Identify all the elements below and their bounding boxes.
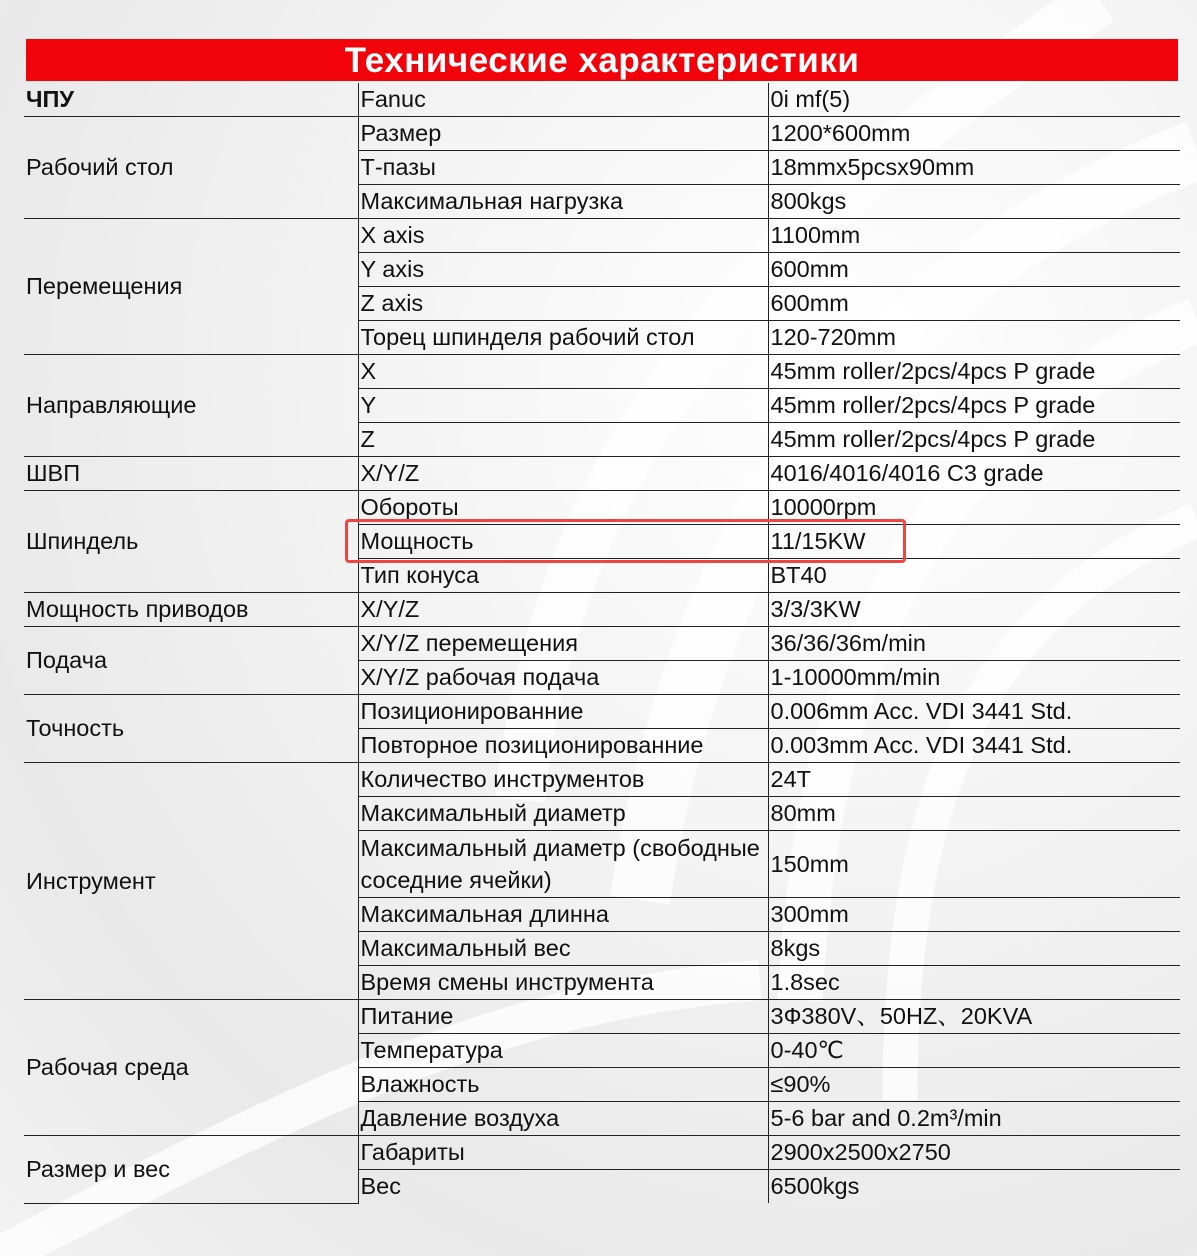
param-value: 1100mm [768, 219, 1180, 253]
param-label: Тип конуса [358, 559, 768, 593]
table-row [24, 83, 1180, 117]
table-row [24, 593, 1180, 627]
table-row [24, 355, 1180, 389]
table-row [24, 1136, 1180, 1170]
param-value: 10000rpm [768, 491, 1180, 525]
param-value: 600mm [768, 253, 1180, 287]
param-label: Z [358, 423, 768, 457]
param-value: 36/36/36m/min [768, 627, 1180, 661]
param-value: ≤90% [768, 1068, 1180, 1102]
param-value: 0-40℃ [768, 1034, 1180, 1068]
param-label: Габариты [358, 1136, 768, 1170]
param-label: Максимальная длинна [358, 898, 768, 932]
group-label: Инструмент [24, 763, 358, 1000]
param-label: Максимальный диаметр (свободные соседние ячейки) [358, 831, 768, 898]
param-value: 800kgs [768, 185, 1180, 219]
param-label: Y axis [358, 253, 768, 287]
param-label: Мощность [358, 525, 768, 559]
spec-table [24, 83, 1180, 1204]
group-label: Рабочая среда [24, 1000, 358, 1136]
group-label: Перемещения [24, 219, 358, 355]
param-value: BT40 [768, 559, 1180, 593]
page-title: Технические характеристики [26, 39, 1178, 81]
group-label: Шпиндель [24, 491, 358, 593]
param-label: X/Y/Z перемещения [358, 627, 768, 661]
param-label: Количество инструментов [358, 763, 768, 797]
param-label: Размер [358, 117, 768, 151]
param-value: 3/3/3KW [768, 593, 1180, 627]
param-label: Fanuc [358, 83, 768, 117]
param-value: 80mm [768, 797, 1180, 831]
param-label: Z axis [358, 287, 768, 321]
param-value: 1.8sec [768, 966, 1180, 1000]
param-value: 45mm roller/2pcs/4pcs P grade [768, 355, 1180, 389]
param-label: Влажность [358, 1068, 768, 1102]
param-value: 6500kgs [770, 1173, 860, 1199]
group-label: Рабочий стол [24, 117, 358, 219]
table-row [24, 763, 1180, 797]
param-value: 5-6 bar and 0.2m³/min [768, 1102, 1180, 1136]
param-value: 45mm roller/2pcs/4pcs P grade [768, 389, 1180, 423]
group-label: ШВП [24, 457, 358, 491]
param-label: X/Y/Z [358, 457, 768, 491]
table-row [24, 219, 1180, 253]
param-value: 8kgs [768, 932, 1180, 966]
param-label: Повторное позиционированние [358, 729, 768, 763]
param-label: Максимальный диаметр [358, 797, 768, 831]
param-value: 1200*600mm [768, 117, 1180, 151]
table-row [24, 117, 1180, 151]
param-label: X [358, 355, 768, 389]
param-label: Позиционированние [358, 695, 768, 729]
param-value: 0.003mm Acc. VDI 3441 Std. [768, 729, 1180, 763]
param-value: 1-10000mm/min [768, 661, 1180, 695]
param-value: 4016/4016/4016 C3 grade [768, 457, 1180, 491]
param-label: Максимальный вес [358, 932, 768, 966]
highlight-box [345, 519, 906, 563]
table-row [24, 627, 1180, 661]
param-value: 3Ф380V、50HZ、20KVA [768, 1000, 1180, 1034]
group-label: Мощность приводов [24, 593, 358, 627]
param-label: Обороты [358, 491, 768, 525]
param-label: Давление воздуха [358, 1102, 768, 1136]
param-label: X axis [358, 219, 768, 253]
param-value: 0i mf(5) [768, 83, 1180, 117]
group-label: ЧПУ [24, 83, 358, 117]
param-label: Время смены инструмента [358, 966, 768, 1000]
param-label: Вес [358, 1170, 768, 1204]
param-label: Температура [358, 1034, 768, 1068]
param-label: Питание [358, 1000, 768, 1034]
param-label: X/Y/Z рабочая подача [358, 661, 768, 695]
param-value: 600mm [768, 287, 1180, 321]
param-value: 11/15KW [768, 525, 1180, 559]
table-row [24, 695, 1180, 729]
table-row [24, 457, 1180, 491]
param-label: Торец шпинделя рабочий стол [358, 321, 768, 355]
param-value: 2900x2500x2750 [768, 1136, 1180, 1170]
group-label: Подача [24, 627, 358, 695]
param-value: 45mm roller/2pcs/4pcs P grade [768, 423, 1180, 457]
param-value: 300mm [768, 898, 1180, 932]
param-label: X/Y/Z [358, 593, 768, 627]
param-label: Y [358, 389, 768, 423]
param-value: 0.006mm Acc. VDI 3441 Std. [768, 695, 1180, 729]
param-label: Т-пазы [358, 151, 768, 185]
param-value: 24T [768, 763, 1180, 797]
param-value: 150mm [768, 831, 1180, 898]
param-value: 18mmx5pcsx90mm [768, 151, 1180, 185]
table-row [24, 1000, 1180, 1034]
group-label: Размер и вес [24, 1136, 358, 1204]
param-label: Максимальная нагрузка [358, 185, 768, 219]
param-value: 120-720mm [768, 321, 1180, 355]
group-label: Направляющие [24, 355, 358, 457]
group-label: Точность [24, 695, 358, 763]
